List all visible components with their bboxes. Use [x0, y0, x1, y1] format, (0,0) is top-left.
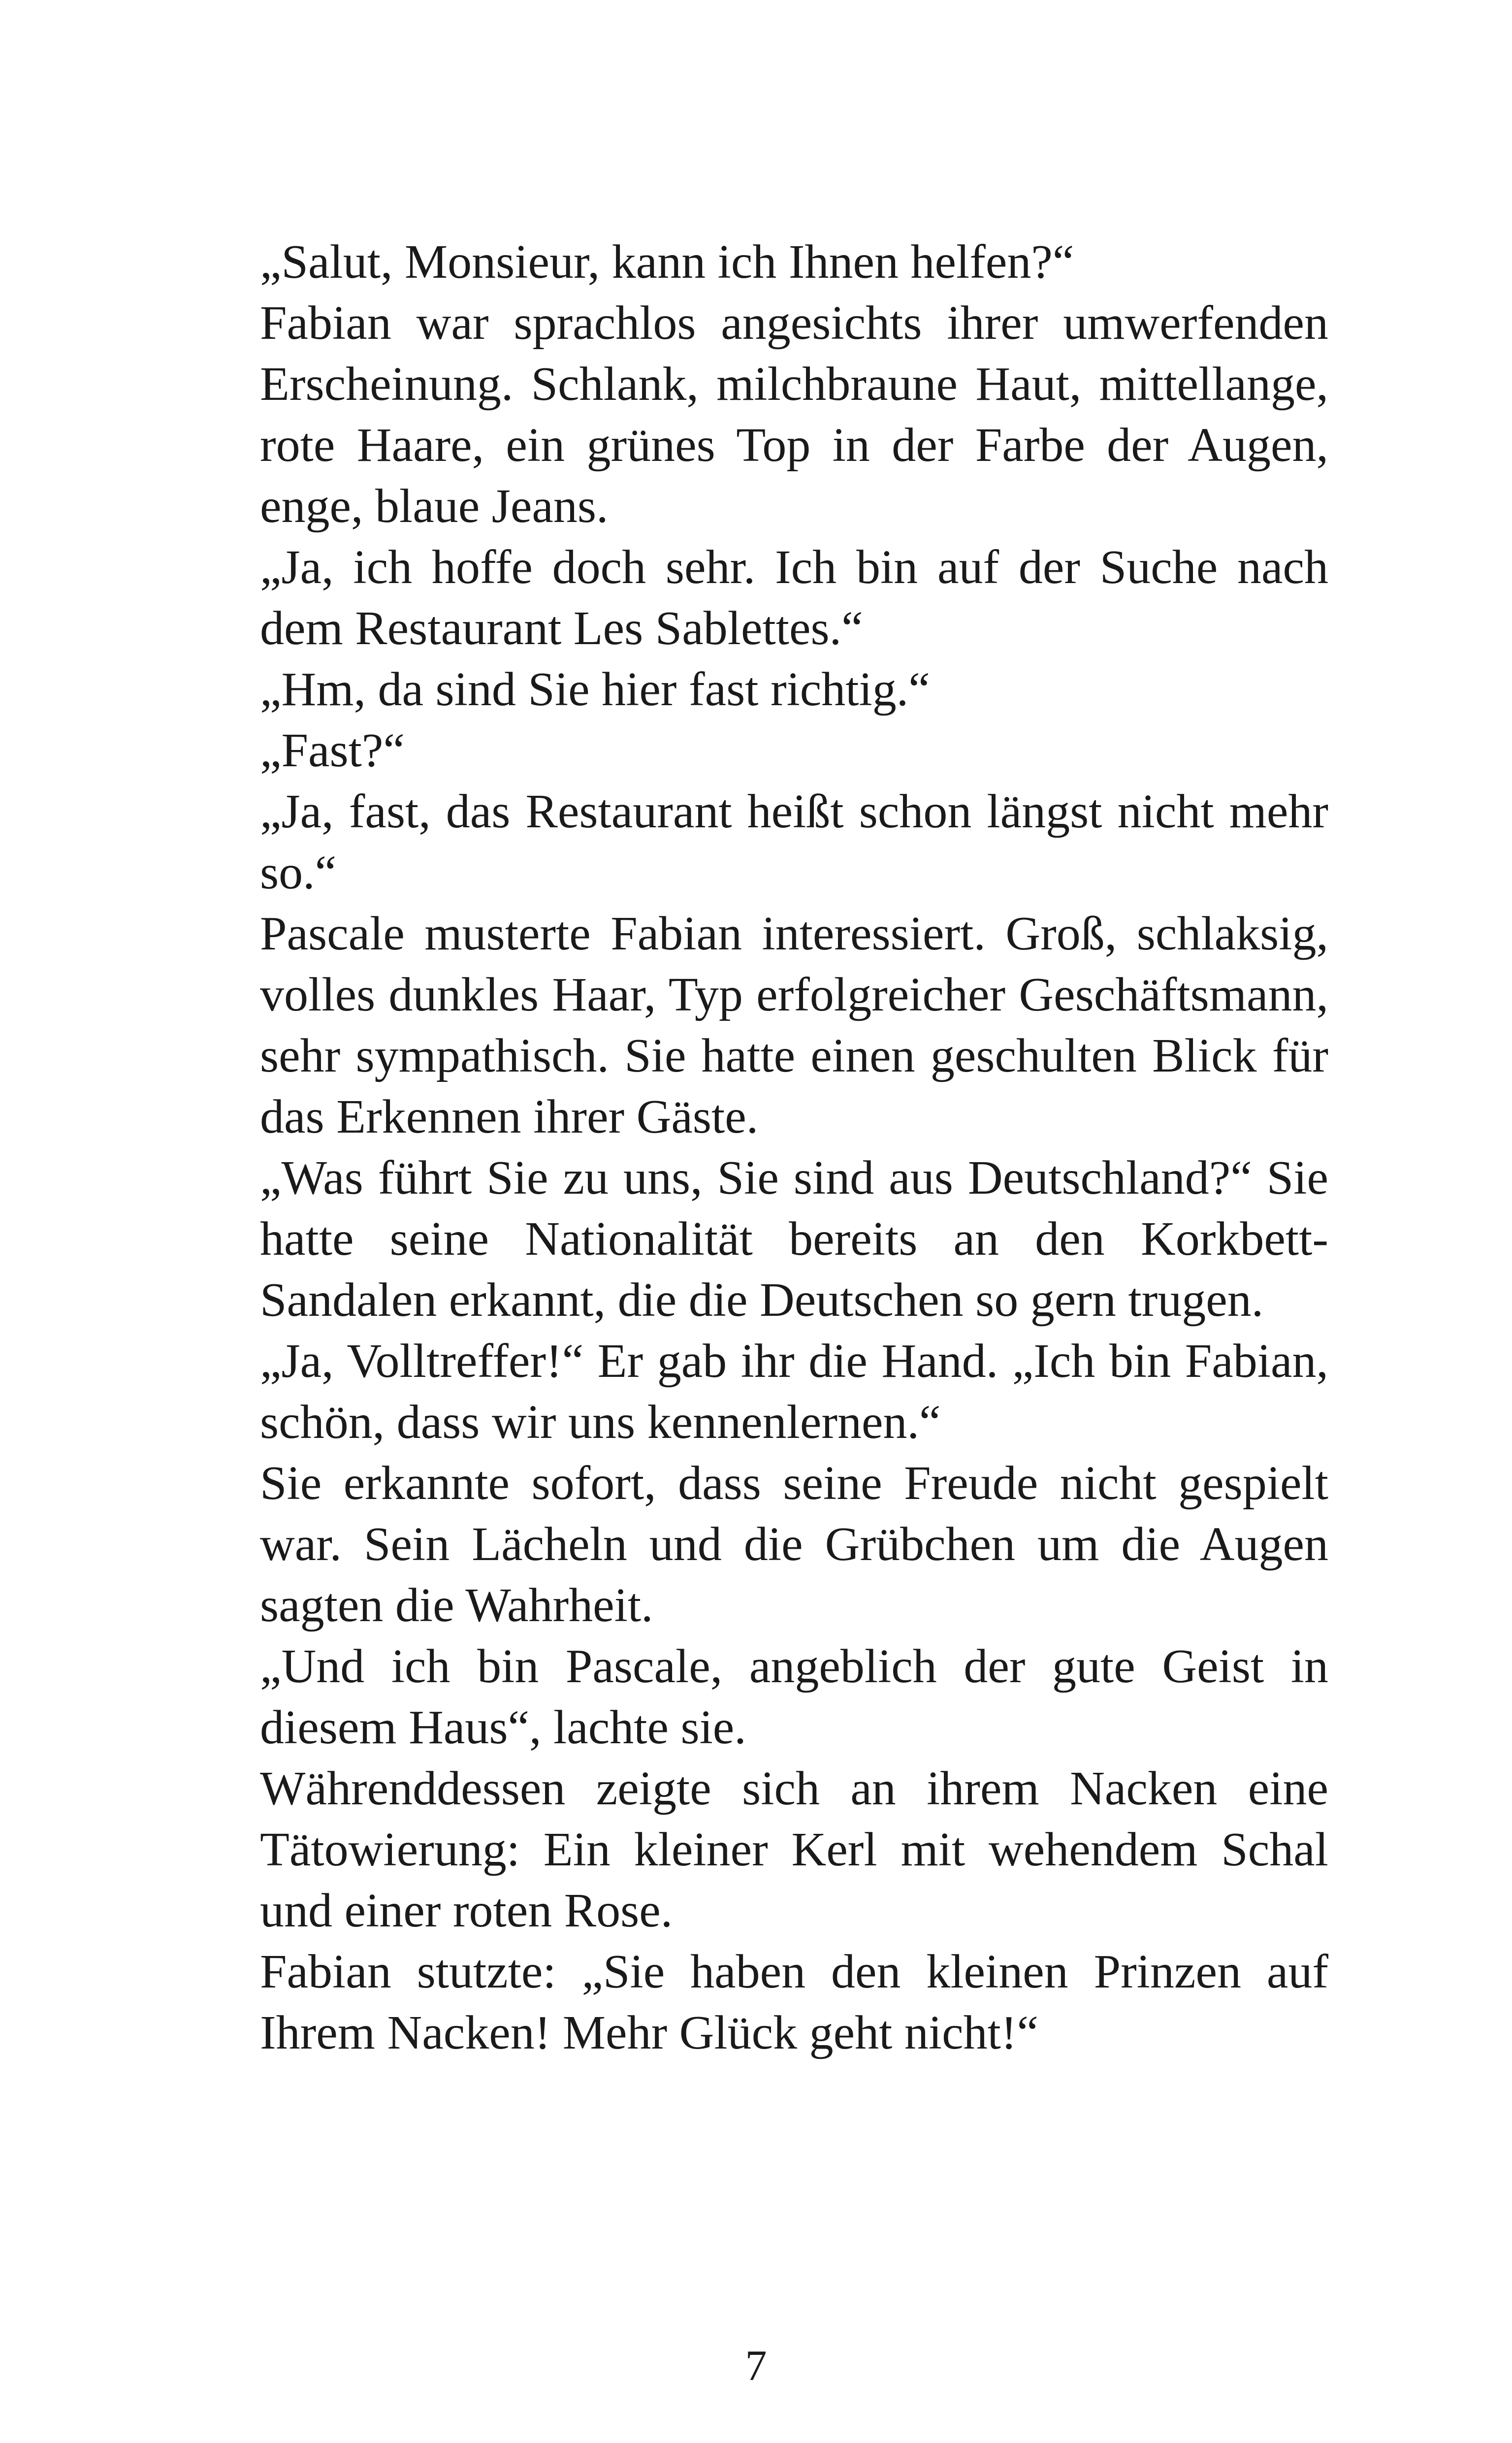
paragraph: Pascale musterte Fabian interessiert. Groß, schlaksig, volles dunkles Haar, Typ erfolgreicher Geschäftsmann, sehr sympathisch. Sie hatte einen geschulten Blick für das Erkennen ihrer Gäste. [260, 907, 1328, 1143]
paragraph: Sie erkannte sofort, dass seine Freude nicht gespielt war. Sein Lächeln und die Grübchen um die Augen sagten die Wahrheit. [260, 1457, 1328, 1632]
paragraph: „Salut, Monsieur, kann ich Ihnen helfen?“ [260, 235, 1074, 289]
paragraph: Fabian war sprachlos angesichts ihrer umwerfenden Erscheinung. Schlank, milchbraune Haut, mittellange, rote Haare, ein grünes Top in der Farbe der Augen, enge, blaue Jeans. [260, 296, 1328, 533]
paragraph: Fabian stutzte: „Sie haben den kleinen Prinzen auf Ihrem Nacken! Mehr Glück geht nicht!“ [260, 1945, 1328, 2059]
page-number: 7 [745, 2342, 767, 2390]
paragraph: „Fast?“ [260, 724, 405, 777]
body-text [260, 231, 1328, 2063]
paragraph: „Und ich bin Pascale, angeblich der gute Geist in diesem Haus“, lachte sie. [260, 1640, 1328, 1754]
paragraph: „Ja, fast, das Restaurant heißt schon längst nicht mehr so.“ [260, 785, 1328, 899]
paragraph: „Ja, Volltreffer!“ Er gab ihr die Hand. „Ich bin Fabian, schön, dass wir uns kennenlernen.“ [260, 1335, 1328, 1449]
paragraph: „Hm, da sind Sie hier fast richtig.“ [260, 663, 930, 716]
paragraph: „Was führt Sie zu uns, Sie sind aus Deutschland?“ Sie hatte seine Nationalität bereits an den Korkbett-Sandalen erkannt, die die Deutschen so gern trugen. [260, 1151, 1328, 1327]
paragraph: Währenddessen zeigte sich an ihrem Nacken eine Tätowierung: Ein kleiner Kerl mit wehendem Schal und einer roten Rose. [260, 1762, 1328, 1937]
paragraph: „Ja, ich hoffe doch sehr. Ich bin auf der Suche nach dem Restaurant Les Sablettes.“ [260, 541, 1328, 655]
